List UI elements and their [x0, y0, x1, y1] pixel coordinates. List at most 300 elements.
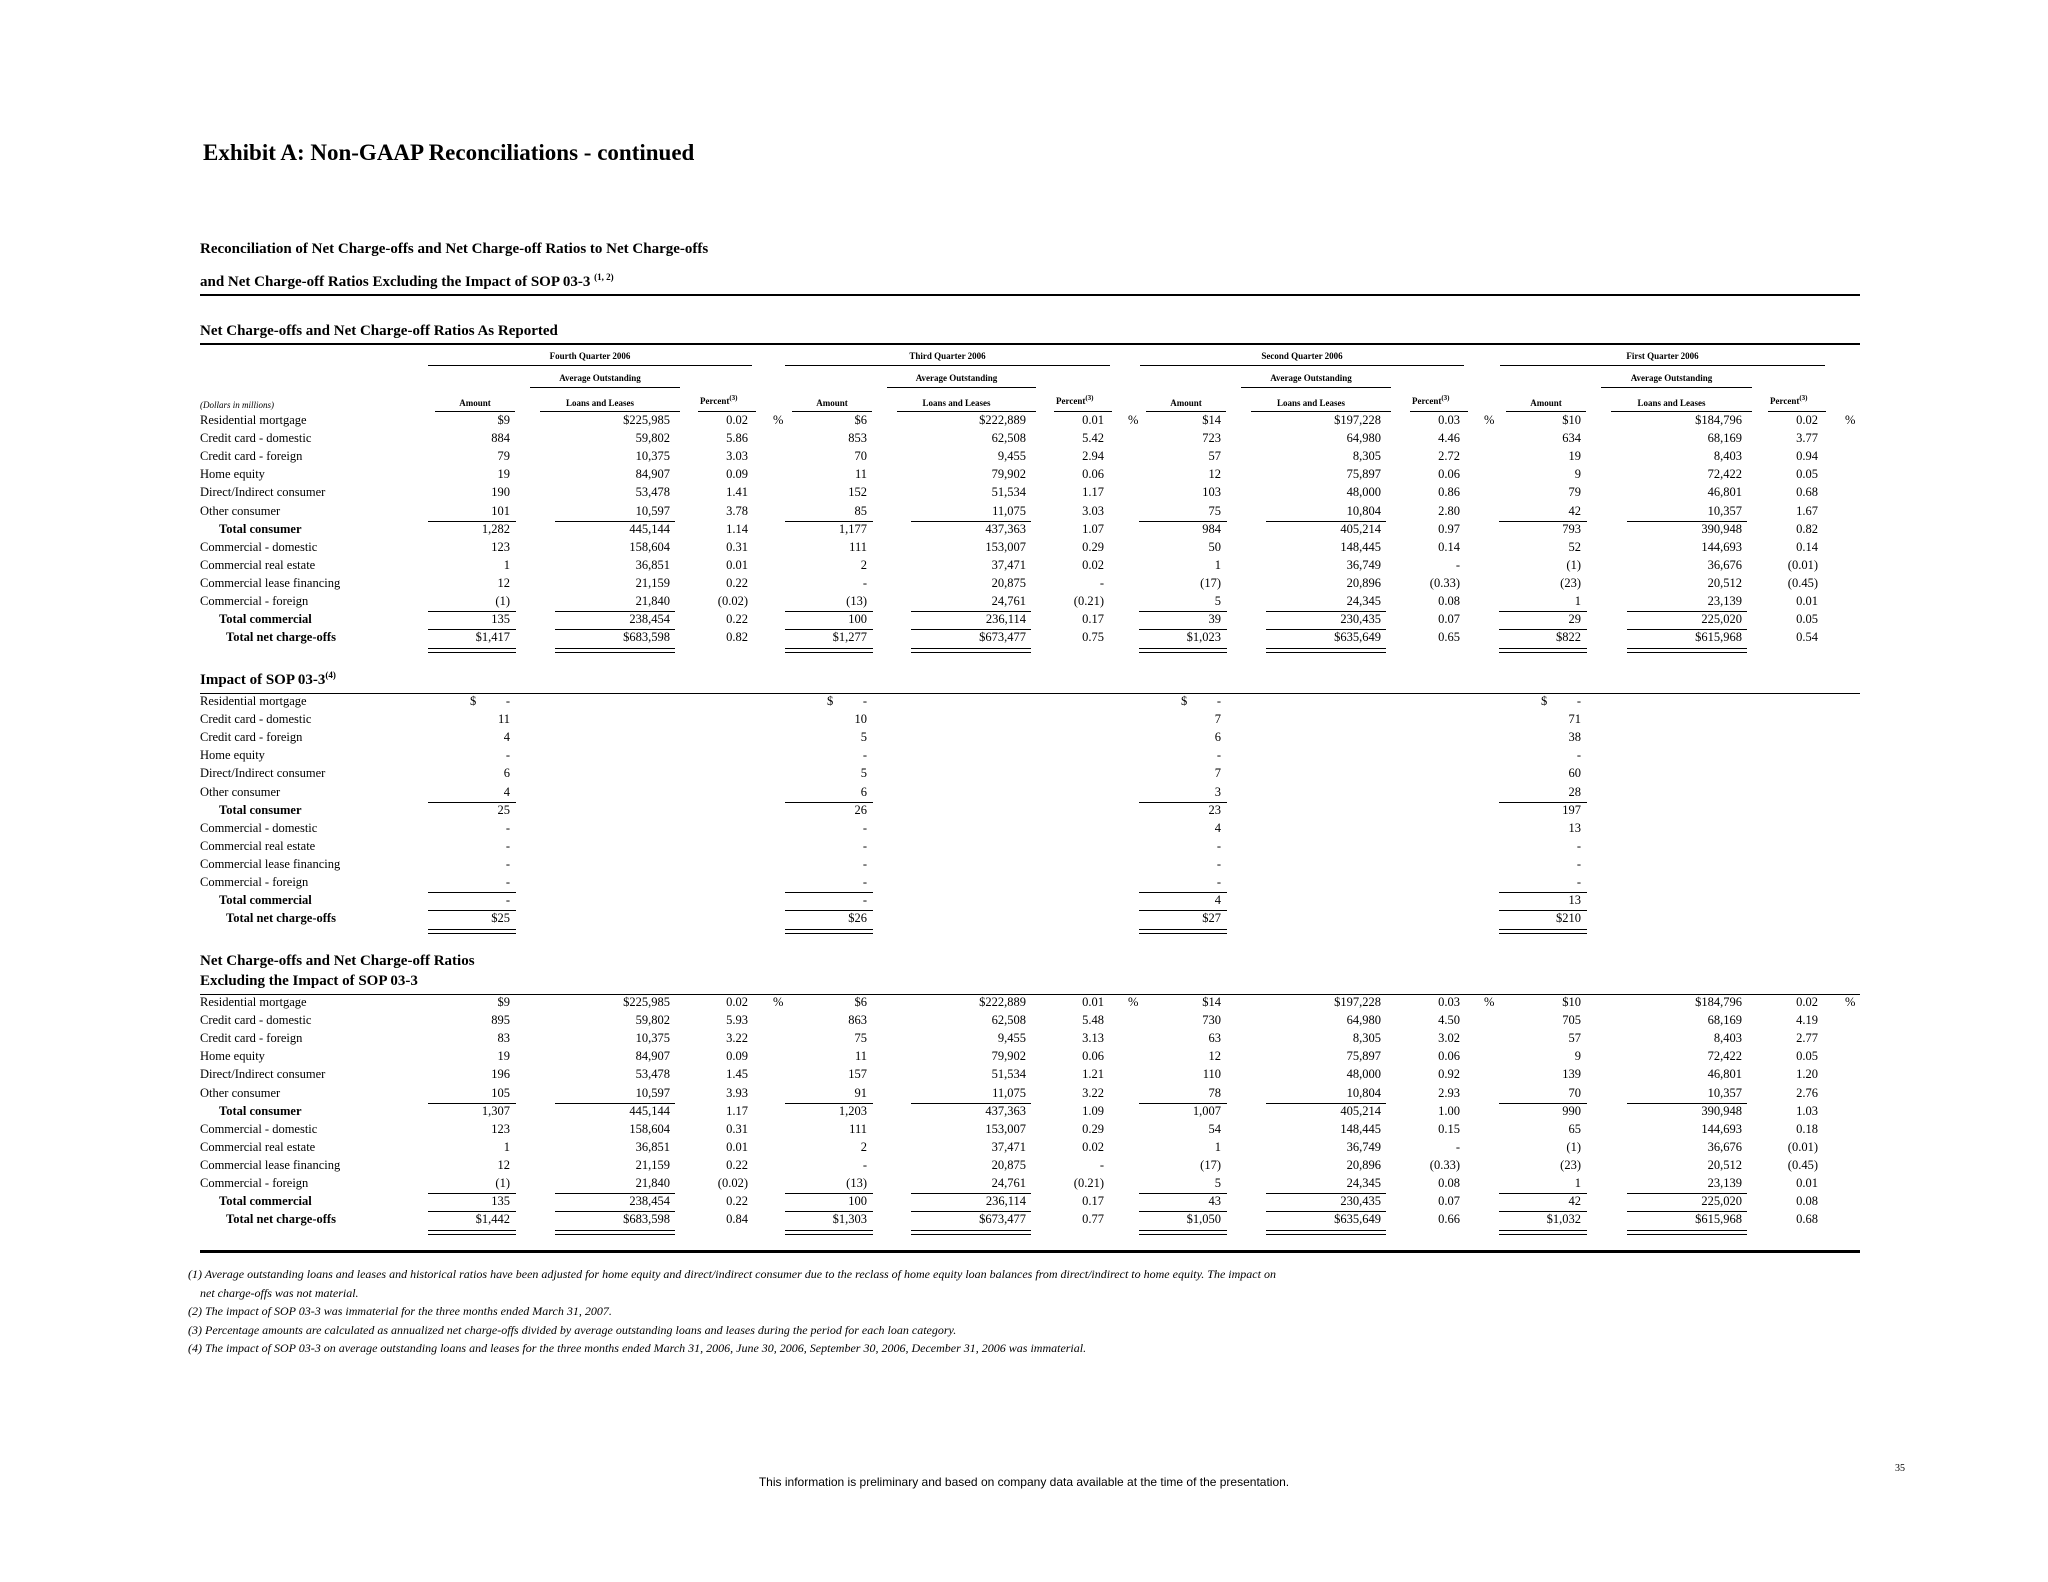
- percent-cell: 0.22: [726, 1194, 748, 1209]
- amount-cell: 5: [860, 766, 867, 781]
- row-label: Direct/Indirect consumer: [200, 1067, 326, 1082]
- amount-cell: (17): [1200, 1157, 1221, 1172]
- table-row: [0, 467, 2048, 485]
- percent-cell: 0.82: [726, 630, 748, 645]
- amount-cell: 101: [491, 503, 510, 518]
- table-row: [0, 413, 2048, 431]
- percent-cell: 0.68: [1796, 485, 1818, 500]
- row-label: Home equity: [200, 748, 265, 763]
- amount-cell: 52: [1568, 539, 1581, 554]
- amount-cell: 100: [848, 612, 867, 627]
- amount-cell: 50: [1208, 539, 1221, 554]
- amount-cell: -: [505, 838, 510, 853]
- amount-cell: 63: [1208, 1031, 1221, 1046]
- amount-cell: $27: [1202, 911, 1221, 926]
- percent-cell: 0.01: [1082, 995, 1104, 1009]
- avg-outstanding-rule: [1601, 387, 1752, 388]
- loans-leases-cell: 144,693: [1701, 1121, 1742, 1136]
- total-double-rule: [1627, 1230, 1747, 1235]
- amount-cell: -: [1576, 838, 1581, 853]
- percent-cell: 1.07: [1082, 521, 1104, 536]
- loans-leases-cell: 24,761: [991, 594, 1026, 608]
- reconciliation-title-footnote-ref: (1, 2): [594, 272, 614, 282]
- total-double-rule: [785, 648, 873, 653]
- amount-cell: 12: [497, 575, 510, 590]
- amount-cell: 75: [1208, 503, 1221, 518]
- percent-cell: 3.03: [726, 449, 748, 464]
- amount-cell: 1: [1214, 1139, 1221, 1154]
- loans-leases-cell: 10,804: [1346, 1085, 1381, 1100]
- amount-cell: 863: [848, 1013, 867, 1028]
- footnote-1-line2: net charge-offs was not material.: [200, 1285, 359, 1300]
- amount-cell: $210: [1556, 911, 1581, 926]
- amount-cell: 13: [1568, 893, 1581, 908]
- percent-col-rule: [1410, 411, 1468, 412]
- table-row: [0, 1067, 2048, 1085]
- percent-cell: 5.93: [726, 1013, 748, 1028]
- percent-cell: (0.02): [717, 1176, 748, 1190]
- loans-leases-cell: 62,508: [991, 1013, 1026, 1028]
- amount-cell: 105: [491, 1085, 510, 1100]
- percent-cell: (0.33): [1429, 1157, 1460, 1172]
- quarter-header-rule: [1500, 365, 1825, 366]
- loans-leases-cell: 445,144: [629, 521, 670, 536]
- loans-leases-cell: 10,357: [1707, 503, 1742, 518]
- table-row: [0, 893, 2048, 911]
- loans-leases-cell: $615,968: [1695, 630, 1742, 645]
- amount-cell: 57: [1208, 449, 1221, 464]
- percent-cell: 0.06: [1438, 467, 1460, 482]
- amount-col-rule: [435, 411, 515, 412]
- percent-cell: 1.03: [1796, 1103, 1818, 1118]
- loans-leases-cell: 79,902: [991, 1049, 1026, 1064]
- quarter-header-rule: [785, 365, 1110, 366]
- row-label: Commercial lease financing: [200, 856, 341, 871]
- row-label: Other consumer: [200, 784, 281, 799]
- percent-footnote-ref: (3): [1799, 394, 1808, 402]
- amount-cell: 1,307: [481, 1103, 510, 1118]
- amount-cell: 634: [1562, 431, 1581, 446]
- total-double-rule: [428, 648, 516, 653]
- section-title-as-reported: Net Charge-offs and Net Charge-off Ratios As Reported: [200, 323, 558, 339]
- row-label: Total commercial: [219, 1194, 312, 1209]
- footnotes: [188, 1265, 1276, 1358]
- row-label: Residential mortgage: [200, 694, 307, 708]
- amount-cell: 895: [491, 1013, 510, 1028]
- percent-col-header: [1412, 394, 1482, 406]
- table-row: [0, 995, 2048, 1013]
- amount-cell: 25: [497, 802, 510, 817]
- amount-cell: 1,177: [838, 521, 867, 536]
- percent-sign: %: [1845, 413, 1856, 427]
- amount-cell: 19: [1568, 449, 1581, 464]
- amount-cell: 4: [503, 730, 510, 745]
- loans-leases-cell: 62,508: [991, 431, 1026, 446]
- avg-outstanding-rule: [530, 387, 680, 388]
- avg-outstanding-rule: [1241, 387, 1391, 388]
- dollar-sign: $: [470, 694, 477, 708]
- amount-cell: 793: [1562, 521, 1581, 536]
- amount-cell: -: [505, 820, 510, 835]
- row-label: Commercial lease financing: [200, 1157, 341, 1172]
- amount-cell: -: [505, 856, 510, 871]
- amount-cell: 6: [503, 766, 510, 781]
- loans-leases-cell: $673,477: [979, 630, 1026, 645]
- amount-cell: 42: [1568, 503, 1581, 518]
- amount-cell: $14: [1202, 995, 1221, 1009]
- total-double-rule: [1139, 1230, 1227, 1235]
- loans-leases-cell: 437,363: [985, 521, 1026, 536]
- percent-cell: 2.77: [1796, 1031, 1818, 1046]
- amount-cell: 91: [854, 1085, 867, 1100]
- amount-cell: -: [505, 694, 510, 708]
- amount-cell: $14: [1202, 413, 1221, 427]
- percent-cell: -: [1455, 557, 1460, 572]
- percent-cell: 0.14: [1796, 539, 1818, 554]
- amount-cell: 38: [1568, 730, 1581, 745]
- loans-leases-cell: 445,144: [629, 1103, 670, 1118]
- table-row: [0, 431, 2048, 449]
- loans-leases-cell: 23,139: [1707, 1176, 1742, 1190]
- row-label: Other consumer: [200, 503, 281, 518]
- loans-leases-cell: 51,534: [991, 485, 1026, 500]
- percent-cell: 0.92: [1438, 1067, 1460, 1082]
- amount-cell: (13): [846, 1176, 867, 1190]
- amount-col-rule: [792, 411, 872, 412]
- loans-leases-cell: 230,435: [1340, 1194, 1381, 1209]
- table-row: [0, 875, 2048, 893]
- amount-cell: 85: [854, 503, 867, 518]
- table-row: [0, 504, 2048, 522]
- percent-col-header: [700, 394, 770, 406]
- amount-cell: 730: [1202, 1013, 1221, 1028]
- amount-cell: 12: [1208, 467, 1221, 482]
- loans-leases-cell: $615,968: [1695, 1212, 1742, 1227]
- amount-cell: 4: [503, 784, 510, 799]
- loans-leases-cell: $197,228: [1334, 413, 1381, 427]
- amount-cell: -: [1216, 875, 1221, 889]
- percent-cell: 0.01: [1796, 1176, 1818, 1190]
- total-double-rule: [911, 1230, 1031, 1235]
- amount-cell: 1: [1574, 1176, 1581, 1190]
- percent-cell: 3.22: [726, 1031, 748, 1046]
- amount-cell: 6: [860, 784, 867, 799]
- loans-leases-cell: 48,000: [1346, 485, 1381, 500]
- percent-cell: 0.01: [726, 1139, 748, 1154]
- quarter-header-rule: [1140, 365, 1464, 366]
- loans-leases-cell: 148,445: [1340, 539, 1381, 554]
- loans-leases-cell: 238,454: [629, 612, 670, 627]
- amount-cell: $26: [848, 911, 867, 926]
- loans-leases-cell: 10,597: [635, 1085, 670, 1100]
- loans-leases-cell: 20,875: [991, 1157, 1026, 1172]
- amount-cell: 1,007: [1192, 1103, 1221, 1118]
- percent-cell: (0.21): [1073, 594, 1104, 608]
- amount-cell: 10: [854, 712, 867, 727]
- amount-cell: 79: [1568, 485, 1581, 500]
- percent-cell: 1.45: [726, 1067, 748, 1082]
- amount-col-header: Amount: [1170, 398, 1202, 408]
- loans-leases-cell: 53,478: [635, 485, 670, 500]
- amount-cell: $822: [1556, 630, 1581, 645]
- amount-col-header: Amount: [816, 398, 848, 408]
- loans-leases-cell: 24,345: [1346, 594, 1381, 608]
- table-row: [0, 821, 2048, 839]
- percent-cell: 3.22: [1082, 1085, 1104, 1100]
- loans-leases-cell: 36,676: [1707, 1139, 1742, 1154]
- amount-cell: 7: [1214, 712, 1221, 727]
- total-double-rule: [428, 929, 516, 934]
- amount-cell: 11: [854, 467, 867, 482]
- loans-leases-cell: 21,840: [635, 1176, 670, 1190]
- loans-leases-cell: 10,375: [635, 449, 670, 464]
- amount-cell: 1: [1214, 557, 1221, 572]
- percent-cell: 0.84: [726, 1212, 748, 1227]
- sop-impact-footnote-ref: (4): [325, 670, 336, 680]
- amount-cell: 884: [491, 431, 510, 446]
- row-label: Other consumer: [200, 1085, 281, 1100]
- loans-leases-cell: 68,169: [1707, 1013, 1742, 1028]
- table-row: [0, 839, 2048, 857]
- loans-col-rule: [540, 411, 680, 412]
- loans-leases-cell: $222,889: [979, 413, 1026, 427]
- amount-cell: -: [1576, 875, 1581, 889]
- amount-cell: 60: [1568, 766, 1581, 781]
- loans-leases-cell: 8,403: [1713, 1031, 1742, 1046]
- page-number: 35: [1895, 1463, 1905, 1474]
- table-row: [0, 766, 2048, 784]
- percent-cell: 0.03: [1438, 413, 1460, 427]
- amount-col-header: Amount: [1530, 398, 1562, 408]
- row-label: Residential mortgage: [200, 413, 307, 427]
- percent-cell: 0.22: [726, 612, 748, 627]
- percent-cell: 1.14: [726, 521, 748, 536]
- amount-cell: 197: [1562, 802, 1581, 817]
- loans-leases-cell: $683,598: [623, 630, 670, 645]
- percent-cell: 5.48: [1082, 1013, 1104, 1028]
- amount-cell: (13): [846, 594, 867, 608]
- loans-leases-cell: 37,471: [991, 1139, 1026, 1154]
- loans-leases-cell: 9,455: [997, 1031, 1026, 1046]
- amount-cell: 1: [503, 1139, 510, 1154]
- amount-cell: 1,203: [838, 1103, 867, 1118]
- reconciliation-title-line2: [200, 272, 614, 291]
- percent-cell: 3.03: [1082, 503, 1104, 518]
- loans-leases-cell: 20,512: [1707, 1157, 1742, 1172]
- row-label: Total net charge-offs: [226, 1212, 336, 1227]
- title-divider: [200, 294, 1860, 296]
- amount-cell: 2: [860, 557, 867, 572]
- amount-col-header: Amount: [459, 398, 491, 408]
- amount-cell: -: [862, 893, 867, 908]
- amount-cell: -: [862, 875, 867, 889]
- dollar-sign: $: [1541, 694, 1548, 708]
- amount-cell: (1): [1566, 557, 1581, 572]
- row-label: Commercial - domestic: [200, 539, 318, 554]
- loans-leases-cell: 72,422: [1707, 467, 1742, 482]
- table-row: [0, 694, 2048, 712]
- loans-leases-cell: 23,139: [1707, 594, 1742, 608]
- loans-leases-cell: 36,749: [1346, 1139, 1381, 1154]
- loans-leases-cell: 144,693: [1701, 539, 1742, 554]
- percent-cell: 0.86: [1438, 485, 1460, 500]
- total-double-rule: [1499, 929, 1587, 934]
- loans-leases-cell: 36,676: [1707, 557, 1742, 572]
- percent-cell: (0.45): [1787, 575, 1818, 590]
- amount-cell: $25: [491, 911, 510, 926]
- percent-col-rule: [698, 411, 756, 412]
- amount-cell: $1,032: [1546, 1212, 1581, 1227]
- percent-cell: 3.78: [726, 503, 748, 518]
- loans-leases-cell: 21,159: [635, 575, 670, 590]
- table-row: [0, 1013, 2048, 1031]
- section-title-excluding-line1: Net Charge-offs and Net Charge-off Ratios: [200, 953, 475, 969]
- reconciliation-title-line2-text: and Net Charge-off Ratios Excluding the Impact of SOP 03-3: [200, 274, 591, 290]
- percent-cell: 0.29: [1082, 1121, 1104, 1136]
- amount-cell: $1,417: [475, 630, 510, 645]
- loans-leases-cell: 36,851: [635, 557, 670, 572]
- amount-cell: 4: [1214, 820, 1221, 835]
- amount-cell: (1): [495, 1176, 510, 1190]
- amount-cell: 54: [1208, 1121, 1221, 1136]
- percent-cell: 0.01: [726, 557, 748, 572]
- section-title-sop-impact: [200, 670, 336, 689]
- amount-cell: 196: [491, 1067, 510, 1082]
- total-double-rule: [911, 648, 1031, 653]
- percent-cell: 0.09: [726, 467, 748, 482]
- percent-cell: 0.97: [1438, 521, 1460, 536]
- percent-cell: 0.07: [1438, 1194, 1460, 1209]
- percent-cell: 0.09: [726, 1049, 748, 1064]
- amount-cell: 135: [491, 1194, 510, 1209]
- row-label: Total consumer: [219, 521, 302, 536]
- percent-cell: 2.80: [1438, 503, 1460, 518]
- percent-cell: 0.05: [1796, 467, 1818, 482]
- percent-cell: 3.13: [1082, 1031, 1104, 1046]
- loans-leases-cell: 238,454: [629, 1194, 670, 1209]
- percent-cell: 2.93: [1438, 1085, 1460, 1100]
- table-row: [0, 712, 2048, 730]
- amount-cell: 5: [860, 730, 867, 745]
- percent-footnote-ref: (3): [729, 394, 738, 402]
- total-double-rule: [555, 1230, 675, 1235]
- percent-cell: 1.17: [1082, 485, 1104, 500]
- amount-cell: 111: [849, 1121, 867, 1136]
- percent-cell: 1.17: [726, 1103, 748, 1118]
- amount-cell: 9: [1574, 467, 1581, 482]
- table-row: [0, 594, 2048, 612]
- percent-col-header-text: Percent: [1412, 396, 1442, 406]
- percent-cell: 0.01: [1796, 594, 1818, 608]
- loans-leases-cell: $225,985: [623, 413, 670, 427]
- row-label: Credit card - foreign: [200, 1031, 303, 1046]
- percent-sign: %: [773, 413, 784, 427]
- percent-cell: 0.31: [726, 1121, 748, 1136]
- percent-cell: 4.19: [1796, 1013, 1818, 1028]
- percent-cell: 0.65: [1438, 630, 1460, 645]
- row-label: Direct/Indirect consumer: [200, 485, 326, 500]
- percent-sign: %: [1484, 995, 1495, 1009]
- loans-leases-cell: 20,896: [1346, 575, 1381, 590]
- loans-leases-cell: 10,597: [635, 503, 670, 518]
- percent-cell: 2.72: [1438, 449, 1460, 464]
- percent-cell: 0.54: [1796, 630, 1818, 645]
- table-row: [0, 449, 2048, 467]
- percent-cell: 2.94: [1082, 449, 1104, 464]
- row-label: Total consumer: [219, 802, 302, 817]
- percent-cell: 0.66: [1438, 1212, 1460, 1227]
- amount-cell: 42: [1568, 1194, 1581, 1209]
- loans-leases-cell: 11,075: [992, 1085, 1026, 1100]
- percent-cell: 0.06: [1082, 467, 1104, 482]
- amount-cell: 39: [1208, 612, 1221, 627]
- loans-leases-cell: 84,907: [635, 1049, 670, 1064]
- loans-leases-cell: 10,357: [1707, 1085, 1742, 1100]
- loans-leases-cell: 405,214: [1340, 521, 1381, 536]
- table-row: [0, 630, 2048, 648]
- percent-cell: 1.67: [1796, 503, 1818, 518]
- percent-cell: 1.21: [1082, 1067, 1104, 1082]
- amount-cell: 100: [848, 1194, 867, 1209]
- loans-leases-cell: 225,020: [1701, 1194, 1742, 1209]
- footnote-1-line1: (1) Average outstanding loans and leases and historical ratios have been adjusted for home equity and direct/indirect consumer due to the reclass of home equity loan balances from direct/indirect to home equity. The impact on: [188, 1267, 1276, 1281]
- percent-cell: 4.50: [1438, 1013, 1460, 1028]
- total-double-rule: [1499, 1230, 1587, 1235]
- amount-cell: 723: [1202, 431, 1221, 446]
- amount-cell: 12: [497, 1157, 510, 1172]
- total-double-rule: [1139, 648, 1227, 653]
- percent-col-header-text: Percent: [1056, 396, 1086, 406]
- loans-leases-cell: 10,375: [635, 1031, 670, 1046]
- loans-leases-cell: 75,897: [1346, 1049, 1381, 1064]
- amount-cell: -: [1576, 856, 1581, 871]
- table-row: [0, 857, 2048, 875]
- table-row: [0, 785, 2048, 803]
- loans-leases-cell: 405,214: [1340, 1103, 1381, 1118]
- percent-cell: 3.02: [1438, 1031, 1460, 1046]
- loans-leases-cell: 230,435: [1340, 612, 1381, 627]
- amount-cell: -: [862, 694, 867, 708]
- dollar-sign: $: [827, 694, 834, 708]
- percent-cell: 0.22: [726, 1157, 748, 1172]
- loans-leases-cell: 236,114: [985, 1194, 1026, 1209]
- quarter-header-rule: [428, 365, 752, 366]
- amount-cell: 111: [849, 539, 867, 554]
- row-label: Credit card - domestic: [200, 1013, 312, 1028]
- amount-cell: $1,050: [1186, 1212, 1221, 1227]
- table-row: [0, 1194, 2048, 1212]
- amount-cell: -: [862, 748, 867, 763]
- percent-sign: %: [773, 995, 784, 1009]
- amount-cell: 19: [497, 1049, 510, 1064]
- percent-cell: 0.03: [1438, 995, 1460, 1009]
- loans-leases-col-header: Loans and Leases: [1637, 398, 1706, 408]
- table-row: [0, 485, 2048, 503]
- quarter-header: First Quarter 2006: [1626, 351, 1699, 361]
- percent-sign: %: [1128, 413, 1139, 427]
- amount-cell: -: [505, 748, 510, 763]
- amount-cell: $6: [854, 413, 867, 427]
- loans-leases-col-header: Loans and Leases: [565, 398, 635, 408]
- row-label: Commercial real estate: [200, 557, 316, 572]
- percent-cell: -: [1099, 575, 1104, 590]
- row-label: Commercial - foreign: [200, 1176, 309, 1190]
- row-label: Credit card - domestic: [200, 712, 312, 727]
- amount-cell: 157: [848, 1067, 867, 1082]
- amount-cell: $1,303: [832, 1212, 867, 1227]
- disclaimer: This information is preliminary and based on company data available at the time of the presentation.: [758, 1475, 1290, 1489]
- quarter-header: Fourth Quarter 2006: [549, 351, 631, 361]
